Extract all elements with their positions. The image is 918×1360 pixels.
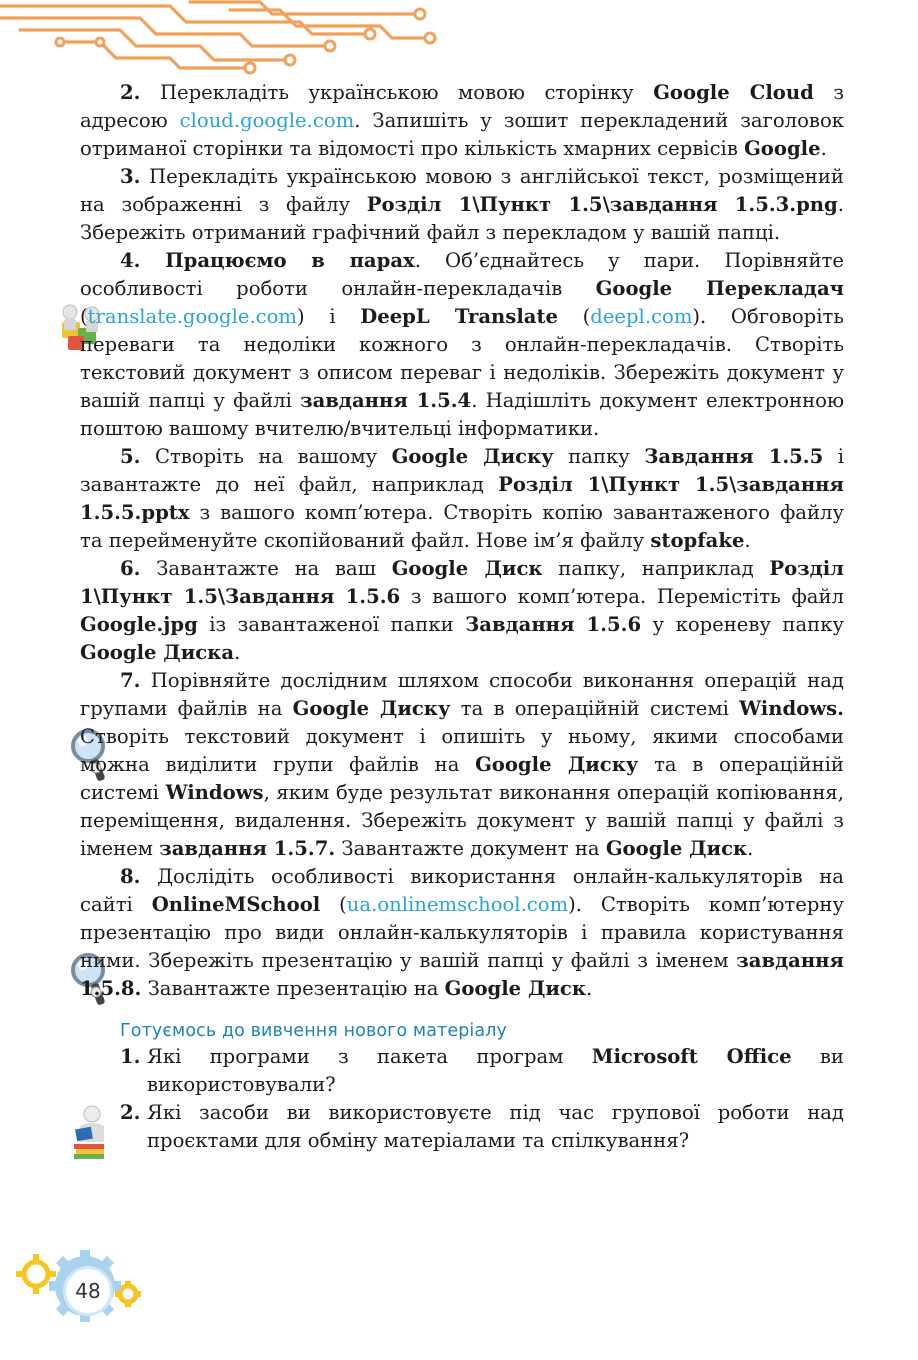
task-text: Створіть текстовий документ і опишіть у ньому, якими способами можна виділити групи файлів на xyxy=(80,725,844,776)
bold-term: Завдання 1.5.6 xyxy=(465,613,642,636)
bold-term: Google Диску xyxy=(292,697,451,720)
task-number: 4. xyxy=(120,249,141,272)
link-onlinemschool[interactable]: ua.onlinemschool.com xyxy=(346,893,569,916)
task-7 xyxy=(80,667,844,863)
task-text: Перекладіть українською мовою з англійської текст, розміщений на зображенні з файлу xyxy=(80,165,844,216)
question-text xyxy=(147,1043,844,1099)
task-text: з адресою xyxy=(80,81,845,132)
task-text: . Збережіть отриманий графічний файл з перекладом у вашій папці. xyxy=(80,193,844,244)
bold-term: завдання 1.5.8. xyxy=(80,949,844,1000)
task-6 xyxy=(80,555,844,667)
link-deepl[interactable]: deepl.com xyxy=(590,305,693,328)
bold-term: Google Диск xyxy=(444,977,587,1000)
task-text: , яким буде результат виконання операцій копіювання, переміщення, видалення. Збережіть документ у вашій папці у файлі з іменем xyxy=(80,781,844,860)
task-text: у кореневу папку xyxy=(641,613,845,636)
task-text: . Об’єднайтесь у пари. Порівняйте особливості роботи онлайн-перекладачів xyxy=(80,249,844,300)
task-text: папку xyxy=(553,445,645,468)
bold-term: DeepL Translate xyxy=(360,305,558,328)
bold-term: Google Диск xyxy=(605,837,748,860)
task-text: . xyxy=(820,137,827,160)
task-number: 6. xyxy=(120,557,141,580)
task-number: 8. xyxy=(120,865,141,888)
task-text: із завантаженої папки xyxy=(197,613,466,636)
prep-question-1 xyxy=(120,1043,844,1099)
task-text: ( xyxy=(557,305,591,328)
task-text: . xyxy=(234,641,241,664)
bold-term: Google.jpg xyxy=(80,613,198,636)
question-number: 2. xyxy=(120,1101,141,1124)
task-number: 3. xyxy=(120,165,141,188)
bold-term: Google Диску xyxy=(475,753,639,776)
task-5 xyxy=(80,443,844,555)
prep-section-title: Готуємось до вивчення нового матеріалу xyxy=(120,1021,507,1041)
task-text: . xyxy=(586,977,593,1000)
bold-term: Google Диска xyxy=(80,641,235,664)
bold-term: Windows. xyxy=(739,697,844,720)
task-text: Дослідіть особливості використання онлайн-калькуляторів на сайті xyxy=(80,865,844,916)
bold-term: Розділ 1\Пункт 1.5\завдання 1.5.5.pptx xyxy=(80,473,844,524)
circuit-decoration-icon xyxy=(0,0,440,78)
task-text: та в операційній системі xyxy=(450,697,740,720)
task-text: і завантажте до неї файл, наприклад xyxy=(80,445,844,496)
link-translate-google[interactable]: translate.google.com xyxy=(87,305,298,328)
question-number: 1. xyxy=(120,1045,141,1068)
task-text: Завантажте на ваш xyxy=(140,557,392,580)
task-text: ). Обговоріть переваги та недоліки кожного з онлайн-перекладачів. Створіть текстовий документ з описом переваг і недоліків. Збережіть документ у вашій папці у файлі xyxy=(80,305,844,412)
bold-term: OnlineMSchool xyxy=(151,893,321,916)
task-4 xyxy=(80,247,844,443)
task-number: 2. xyxy=(120,81,141,104)
bold-term: завдання 1.5.4 xyxy=(300,389,472,412)
task-text: Порівняйте дослідним шляхом способи виконання операцій над групами файлів на xyxy=(80,669,844,720)
task-text: Перекладіть українською мовою сторінку xyxy=(140,81,654,104)
page-content xyxy=(80,79,844,1155)
bold-term: завдання 1.5.7. xyxy=(159,837,336,860)
task-number: 7. xyxy=(120,669,141,692)
bold-term: Microsoft Office xyxy=(591,1045,792,1068)
task-text: . xyxy=(744,529,751,552)
task-text: Створіть на вашому xyxy=(140,445,392,468)
task-2 xyxy=(80,79,844,163)
question-text: Які засоби ви використовуєте під час групової роботи над проєктами для обміну матеріалами та спілкування? xyxy=(147,1101,844,1152)
task-number: 5. xyxy=(120,445,141,468)
task-text: . Запишіть у зошит перекладений заголовок отриманої сторінки та відомості про кількість хмарних сервісів xyxy=(80,109,844,160)
bold-term: stopfake xyxy=(650,529,745,552)
bold-term: Розділ 1\Пункт 1.5\завдання 1.5.3.png xyxy=(366,193,838,216)
task-text: ви використовували? xyxy=(147,1045,844,1096)
task-text: папку, наприклад xyxy=(542,557,770,580)
task-text: . Надішліть документ електронною поштою вашому вчителю/вчительці інформатики. xyxy=(80,389,845,440)
bold-term: Працюємо в парах xyxy=(140,249,415,272)
task-8 xyxy=(80,863,844,1003)
bold-term: Google xyxy=(744,137,821,160)
bold-term: Windows xyxy=(165,781,264,804)
bold-term: Google Перекладач xyxy=(595,277,844,300)
task-text: та в операційній системі xyxy=(80,753,844,804)
bold-term: Google Cloud xyxy=(653,81,814,104)
task-text: . xyxy=(747,837,754,860)
task-text: з вашого комп’ютера. Створіть копію завантаженого файлу та перейменуйте скопійований файл. Нове ім’я файлу xyxy=(80,501,844,552)
task-3 xyxy=(80,163,844,247)
bold-term: Google Диску xyxy=(391,445,554,468)
prep-question-2 xyxy=(120,1099,844,1155)
page-number: 48 xyxy=(63,1266,113,1316)
task-text: Завантажте презентацію на xyxy=(141,977,445,1000)
bold-term: Розділ 1\Пункт 1.5\Завдання 1.5.6 xyxy=(80,557,844,608)
task-text: ( xyxy=(80,305,88,328)
task-text: ) і xyxy=(297,305,361,328)
task-text: ). Створіть комп’ютерну презентацію про види онлайн-калькуляторів і правила користування ними. Збережіть презентацію у вашій папці у файлі з іменем xyxy=(80,893,844,972)
link-cloud-google[interactable]: cloud.google.com xyxy=(179,109,355,132)
task-text: Які програми з пакета програм xyxy=(147,1045,592,1068)
bold-term: Завдання 1.5.5 xyxy=(644,445,824,468)
task-text: ( xyxy=(320,893,347,916)
bold-term: Google Диск xyxy=(391,557,543,580)
task-text: з вашого комп’ютера. Перемістіть файл xyxy=(400,585,844,608)
task-text: Завантажте документ на xyxy=(335,837,606,860)
